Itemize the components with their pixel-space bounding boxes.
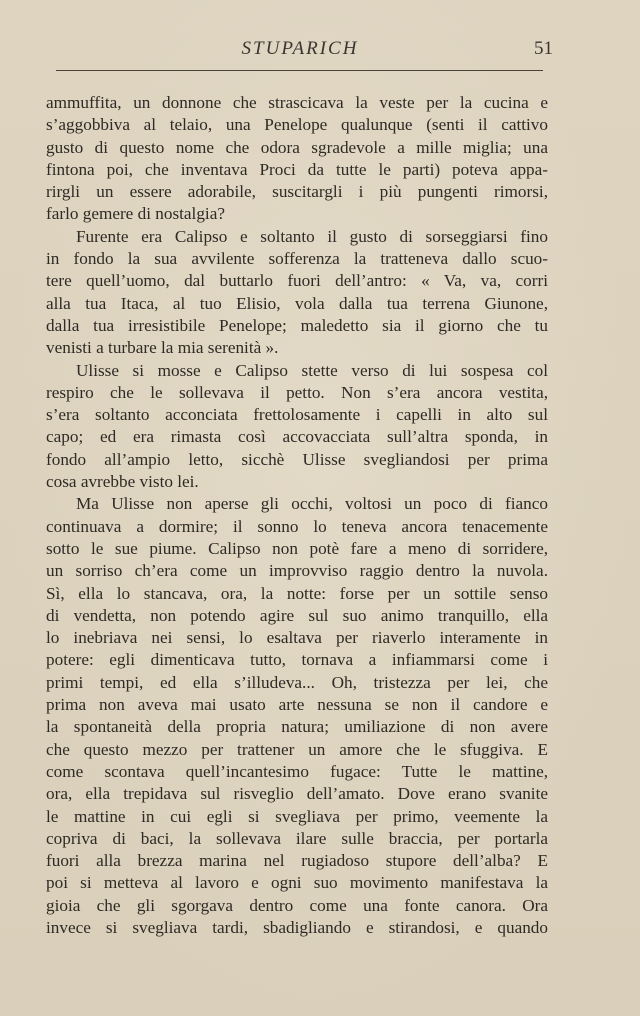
- header-rule: [56, 70, 543, 71]
- text-line: venisti a turbare la mia serenità ».: [46, 338, 279, 358]
- text-line: respiro che le sollevava il petto. Non s’era ancora vestita,: [46, 382, 548, 402]
- text-line: come scontava quell’incantesimo fugace: Tutte le mattine,: [46, 761, 548, 781]
- text-line: un sorriso ch’era come un improvviso raggio dentro la nuvola.: [46, 561, 548, 581]
- text-line: fondo all’ampio letto, sicchè Ulisse svegliandosi per prima: [46, 449, 548, 469]
- text-line: ammuffita, un donnone che strascicava la veste per la cucina e: [46, 93, 548, 112]
- body-text: [46, 92, 548, 939]
- text-line: prima non aveva mai usato arte nessuna se non il candore e: [46, 695, 548, 715]
- text-line: dalla tua irresistibile Penelope; maledetto sia il giorno che tu: [46, 315, 548, 335]
- text-line: le mattine in cui egli si svegliava per primo, veemente la: [46, 806, 548, 826]
- text-line: invece si svegliava tardi, sbadigliando e stirandosi, e quando: [46, 917, 548, 937]
- text-line: s’aggobbiva al telaio, una Penelope qualunque (senti il cattivo: [46, 115, 548, 135]
- running-head: [0, 38, 640, 62]
- text-line: gioia che gli sgorgava dentro come una fonte canora. Ora: [46, 895, 548, 915]
- text-line: in fondo la sua avvilente sofferenza la tratteneva dallo scuo-: [46, 249, 548, 269]
- text-line: copriva di baci, la sollevava ilare sulle braccia, per portarla: [46, 828, 548, 848]
- text-line: primi tempi, ed ella s’illudeva... Oh, tristezza per lei, che: [46, 672, 548, 692]
- text-line: Furente era Calipso e soltanto il gusto di sorseggiarsi fino: [76, 226, 548, 246]
- text-line: alla tua Itaca, al tuo Elisio, vola dalla tua terrena Giunone,: [46, 293, 548, 313]
- text-line: che questo mezzo per trattener un amore che le sfuggiva. E: [46, 739, 548, 759]
- page-number: 51: [534, 38, 553, 59]
- text-line: di vendetta, non potendo agire sul suo animo tranquillo, ella: [46, 605, 548, 625]
- text-line: lo inebriava nei sensi, lo esaltava per riaverlo interamente in: [46, 628, 548, 648]
- text-line: fintona poi, che inventava Proci da tutte le parti) poteva appa-: [46, 159, 548, 179]
- text-line: poi si metteva al lavoro e ogni suo movimento manifestava la: [46, 873, 548, 893]
- text-line: cosa avrebbe visto lei.: [46, 472, 199, 492]
- text-line: continuava a dormire; il sonno lo teneva ancora tenacemente: [46, 516, 548, 536]
- text-line: fuori alla brezza marina nel rugiadoso stupore dell’alba? E: [46, 851, 548, 871]
- text-line: sotto le sue piume. Calipso non potè fare a meno di sorridere,: [46, 538, 548, 558]
- text-line: rirgli un essere adorabile, suscitargli i più pungenti rimorsi,: [46, 182, 548, 202]
- text-line: s’era soltanto acconciata frettolosamente i capelli in alto sul: [46, 405, 548, 425]
- text-line: potere: egli dimenticava tutto, tornava a infiammarsi come i: [46, 650, 548, 670]
- text-line: la spontaneità della propria natura; umiliazione di non avere: [46, 717, 548, 737]
- text-line: Sì, ella lo stancava, ora, la notte: forse per un sottile senso: [46, 583, 548, 603]
- text-line: capo; ed era rimasta così accovacciata sull’altra sponda, in: [46, 427, 548, 447]
- text-line: Ma Ulisse non aperse gli occhi, voltosi un poco di fianco: [76, 494, 548, 514]
- text-line: tere quell’uomo, dal buttarlo fuori dell’antro: « Va, va, corri: [46, 271, 548, 291]
- running-title: STUPARICH: [241, 38, 359, 59]
- text-line: ora, ella trepidava sul risveglio dell’amato. Dove erano svanite: [46, 784, 548, 804]
- text-line: gusto di questo nome che odora sgradevole a mille miglia; una: [46, 137, 548, 157]
- text-line: Ulisse si mosse e Calipso stette verso di lui sospesa col: [76, 360, 548, 380]
- text-line: farlo gemere di nostalgia?: [46, 204, 225, 224]
